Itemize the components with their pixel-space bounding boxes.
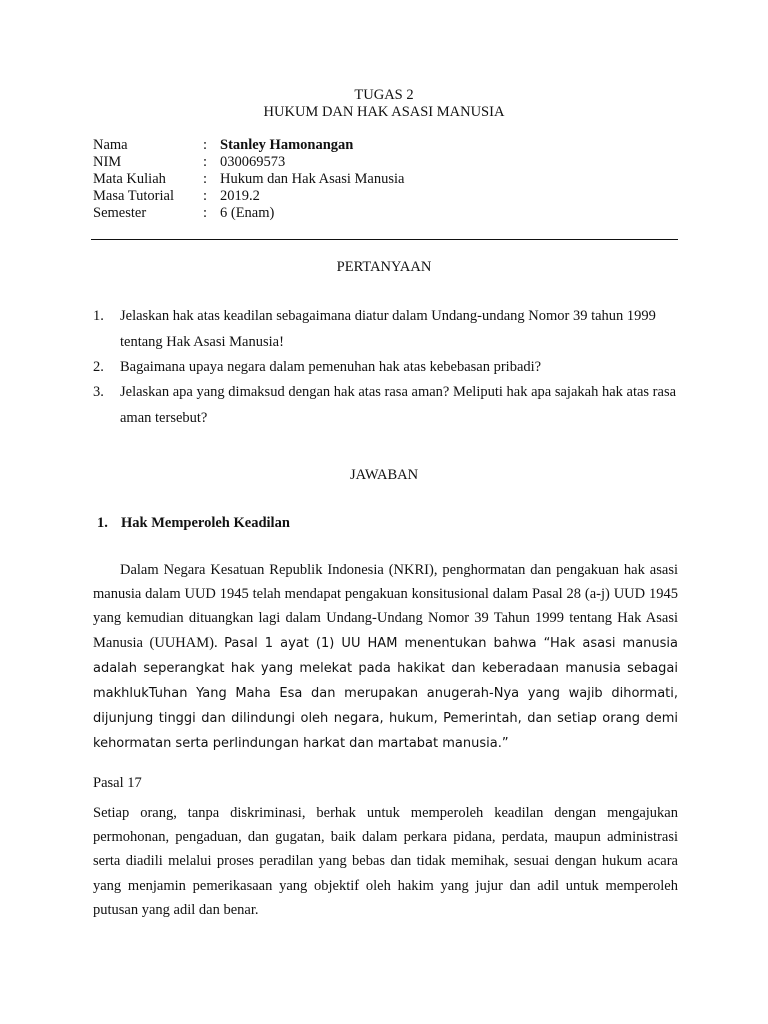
answers-heading: JAWABAN (349, 467, 419, 483)
info-label: Nama (93, 137, 128, 153)
info-row-mata-kuliah (93, 171, 404, 188)
info-row-nama (93, 137, 404, 154)
info-row-masa-tutorial (93, 188, 404, 205)
question-number: 2. (93, 359, 104, 375)
question-item (93, 354, 678, 380)
info-row-semester (93, 205, 404, 222)
info-value: Stanley Hamonangan (220, 137, 354, 153)
question-number: 1. (93, 308, 104, 324)
pasal-paragraph: Setiap orang, tanpa diskriminasi, berhak untuk memperoleh keadilan dengan mengajukan permohonan, pengaduan, dan gugatan, baik dalam perkara pidana, perdata, maupun administrasi serta diadili melalui proses peradilan yang bebas dan tidak memihak, sesuai dengan hukum acara yang menjamin pemerikasaan yang objektif oleh hakim yang jujur dan adil untuk memperoleh putusan yang adil dan benar. (93, 805, 678, 918)
info-value: 030069573 (220, 154, 286, 170)
answer-section-heading (97, 515, 290, 532)
info-label: NIM (93, 154, 122, 170)
info-colon: : (203, 188, 208, 204)
student-info (93, 137, 404, 222)
info-value: 2019.2 (220, 188, 260, 204)
info-value: Hukum dan Hak Asasi Manusia (220, 171, 405, 187)
quoted-text: Pasal 1 ayat (1) UU HAM menentukan bahwa “Hak asasi manusia adalah seperangkat hak yang melekat pada hakikat dan keberadaan manusia sebagai makhlukTuhan Yang Maha Esa dan merupakan anugerah-Nya yang wajib dihormati, dijunjung tinggi dan dilindungi oleh negara, hukum, Pemerintah, dan setiap orang demi kehormatan serta perlindungan harkat dan martabat manusia.” (93, 635, 678, 752)
info-value: 6 (Enam) (220, 205, 275, 221)
questions-heading: PERTANYAAN (336, 259, 432, 275)
answer-section-title: Hak Memperoleh Keadilan (121, 515, 290, 531)
info-row-nim (93, 154, 404, 171)
info-colon: : (203, 171, 208, 187)
question-text: Jelaskan apa yang dimaksud dengan hak atas rasa aman? Meliputi hak apa sajakah hak atas rasa aman tersebut? (120, 384, 677, 426)
document-subtitle: HUKUM DAN HAK ASASI MANUSIA (263, 104, 505, 120)
answer-section-number: 1. (97, 515, 108, 531)
info-label: Mata Kuliah (93, 171, 166, 187)
info-label: Semester (93, 205, 147, 221)
question-text: Bagaimana upaya negara dalam pemenuhan hak atas kebebasan pribadi? (120, 359, 542, 375)
info-label: Masa Tutorial (93, 188, 174, 204)
paragraph-text: Dalam Negara Kesatuan Republik Indonesia (NKRI), penghormatan dan pengakuan hak asasi manusia dalam UUD 1945 telah mendapat pengakuan konsitusional dalam Pasal 28 (a-j) UUD 1945 yang kemudian dituangkan lagi dalam Undang-Undang Nomor 39 Tahun 1999 tentang Hak Asasi Manusia (UUHAM). (93, 562, 678, 651)
pasal-label: Pasal 17 (93, 775, 142, 791)
info-colon: : (203, 137, 208, 153)
answer-paragraph (93, 558, 678, 757)
question-number: 3. (93, 384, 104, 400)
horizontal-divider (91, 239, 678, 240)
question-item (93, 303, 678, 355)
info-colon: : (203, 205, 208, 221)
question-item (93, 379, 678, 431)
info-colon: : (203, 154, 208, 170)
question-text: Jelaskan hak atas keadilan sebagaimana diatur dalam Undang-undang Nomor 39 tahun 1999 tentang Hak Asasi Manusia! (120, 308, 656, 350)
document-title: TUGAS 2 (354, 87, 414, 103)
